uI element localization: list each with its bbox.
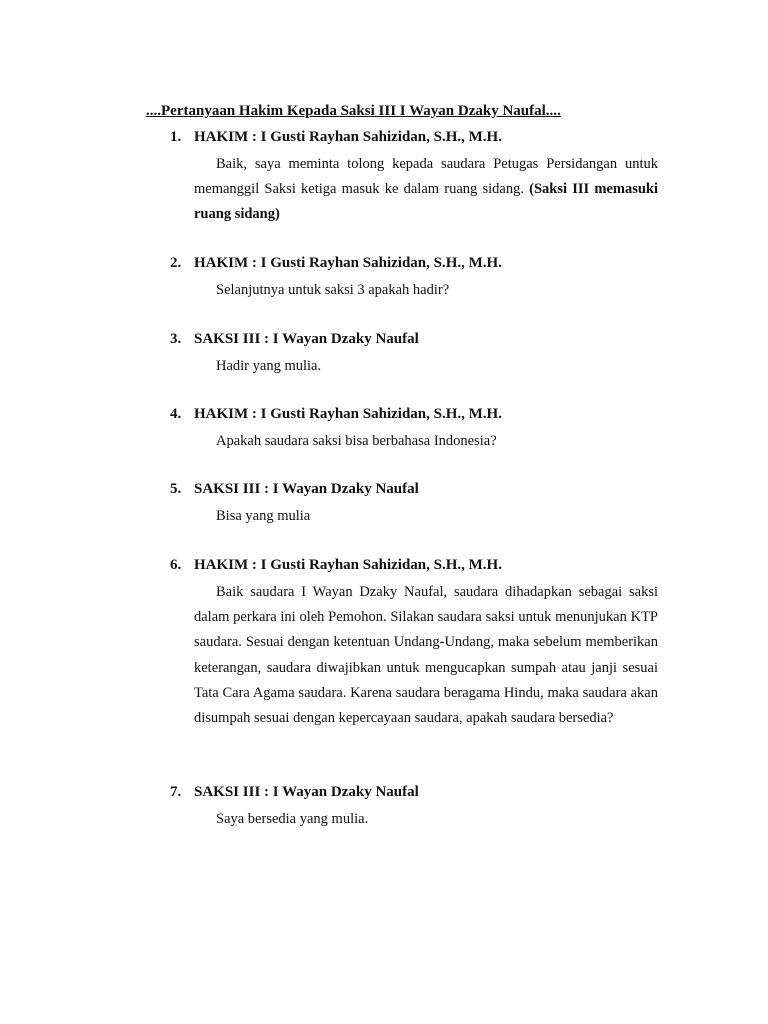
entry-speaker: HAKIM : I Gusti Rayhan Sahizidan, S.H., M.H.	[194, 129, 502, 145]
entry-number: 4.	[170, 406, 182, 422]
entry-text: Hadir yang mulia.	[216, 358, 322, 374]
entry-number: 3.	[170, 331, 182, 347]
entry-speaker: HAKIM : I Gusti Rayhan Sahizidan, S.H., M.H.	[194, 255, 502, 271]
entry-speaker: HAKIM : I Gusti Rayhan Sahizidan, S.H., M.H.	[194, 557, 502, 573]
entry-speaker: SAKSI III : I Wayan Dzaky Naufal	[194, 784, 419, 800]
entry-speaker: HAKIM : I Gusti Rayhan Sahizidan, S.H., M.H.	[194, 406, 502, 422]
entry-text: Saya bersedia yang mulia.	[216, 811, 369, 827]
entry-text: Baik saudara I Wayan Dzaky Naufal, saudara dihadapkan sebagai saksi dalam perkara ini oleh Pemohon. Silakan saudara saksi untuk menunjukan KTP saudara. Sesuai dengan ketentuan Undang-Undang, maka sebelum memberikan keterangan, saudara diwajibkan untuk mengucapkan sumpah atau janji sesuai Tata Cara Agama saudara. Karena saudara beragama Hindu, maka saudara akan disumpah sesuai dengan kepercayaan saudara, apakah saudara bersedia?	[194, 584, 658, 727]
entry-text	[194, 152, 658, 228]
entry-speaker: SAKSI III : I Wayan Dzaky Naufal	[194, 481, 419, 497]
entry-number: 5.	[170, 481, 182, 497]
entry-text: Selanjutnya untuk saksi 3 apakah hadir?	[216, 282, 450, 298]
document-title: ....Pertanyaan Hakim Kepada Saksi III I Wayan Dzaky Naufal....	[146, 103, 561, 119]
entry-number: 7.	[170, 784, 182, 800]
entry-text: Apakah saudara saksi bisa berbahasa Indonesia?	[216, 433, 497, 449]
entry-number: 6.	[170, 557, 182, 573]
entry-number: 1.	[170, 129, 182, 145]
stage-direction: (Saksi III memasuki ruang sidang)	[194, 181, 659, 223]
entry-text-content: Baik, saya meminta tolong kepada saudara Petugas Persidangan untuk memanggil Saksi ketiga masuk ke dalam ruang sidang.	[194, 156, 658, 198]
entry-number: 2.	[170, 255, 182, 271]
entry-text: Bisa yang mulia	[216, 508, 311, 524]
entry-speaker: SAKSI III : I Wayan Dzaky Naufal	[194, 331, 419, 347]
